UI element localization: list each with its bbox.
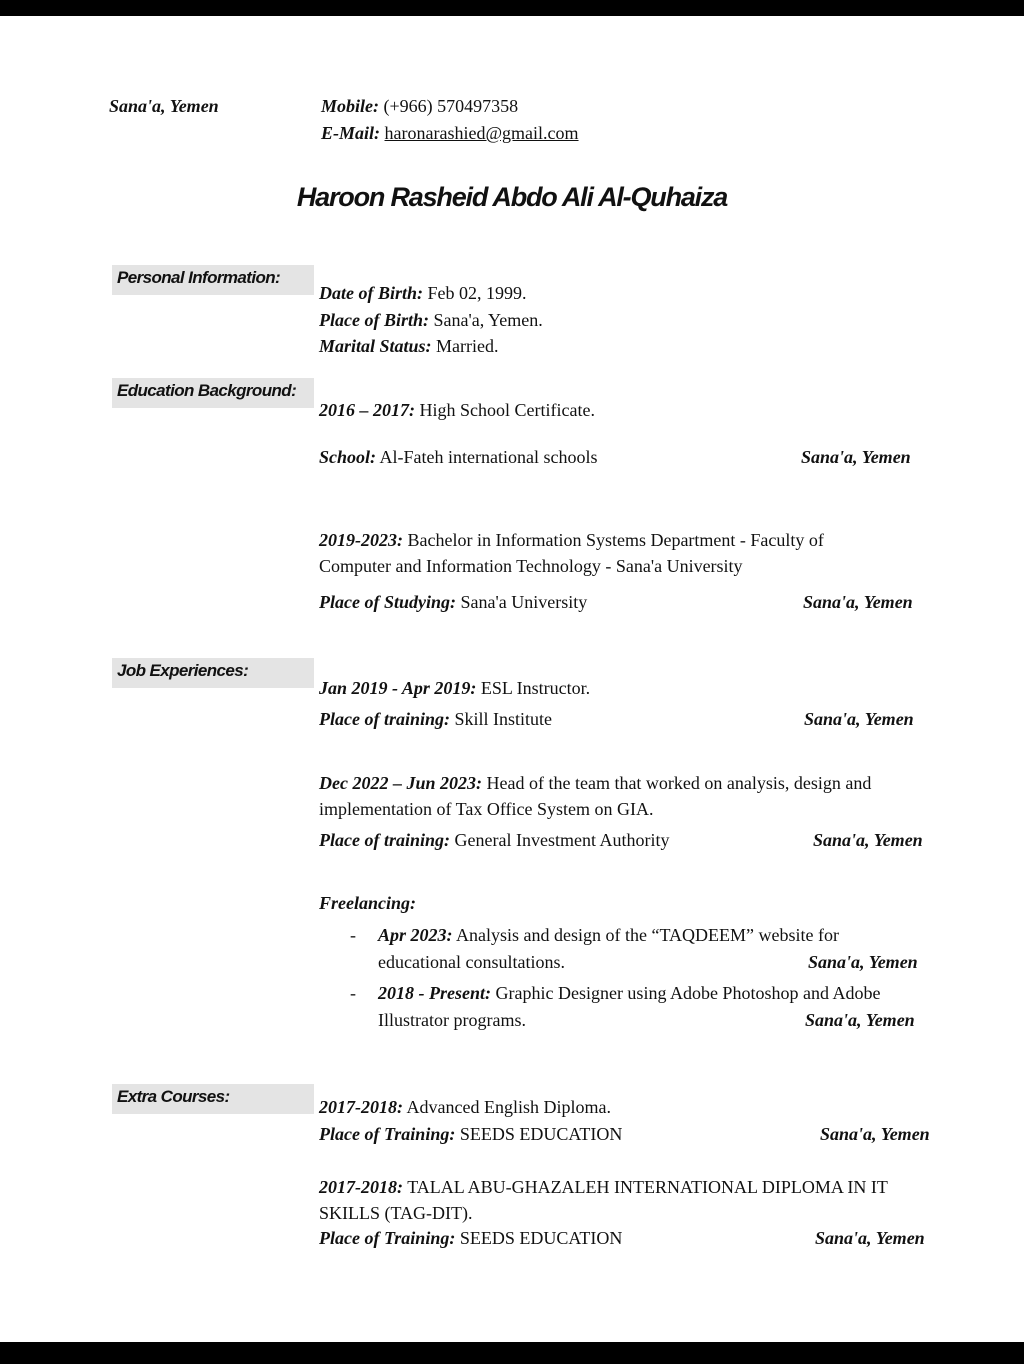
mobile-value: (+966) 570497358 — [383, 96, 519, 116]
job2-line-1 — [319, 773, 871, 794]
bachelor-text-2: Computer and Information Technology - Sana'a University — [319, 556, 743, 576]
marital-value: Married. — [436, 336, 499, 356]
bachelor-line-1 — [319, 530, 824, 551]
mobile-line — [321, 96, 518, 117]
page-title: Haroon Rasheid Abdo Ali Al-Quhaiza — [296, 182, 728, 212]
course2-text-1: TALAL ABU-GHAZALEH INTERNATIONAL DIPLOMA IN IT — [407, 1177, 888, 1197]
freelance2-city: Sana'a, Yemen — [805, 1010, 915, 1030]
study-city: Sana'a, Yemen — [803, 592, 913, 612]
study-value: Sana'a University — [460, 592, 588, 612]
course2-place-label: Place of Training: — [319, 1228, 456, 1248]
freelance1-line-1 — [378, 925, 839, 946]
pob-line — [319, 310, 543, 331]
job1-place-value: Skill Institute — [454, 709, 553, 729]
course1-place-label: Place of Training: — [319, 1124, 456, 1144]
job1-place-label: Place of training: — [319, 709, 450, 729]
course2-place-line — [319, 1228, 622, 1249]
dob-line — [319, 283, 527, 304]
freelance1-date: Apr 2023: — [378, 925, 453, 945]
job2-text-2: implementation of Tax Office System on GIA. — [319, 799, 654, 819]
school-label: School: — [319, 447, 377, 467]
top-border — [0, 0, 1024, 16]
study-label: Place of Studying: — [319, 592, 456, 612]
course1-city: Sana'a, Yemen — [820, 1124, 930, 1144]
course1-years: 2017-2018: — [319, 1097, 403, 1117]
job2-place-line — [319, 830, 669, 851]
bullet-dash: - — [350, 925, 356, 945]
job1-line — [319, 678, 590, 699]
course1-place-value: SEEDS EDUCATION — [459, 1124, 623, 1144]
school-value: Al-Fateh international schools — [379, 447, 598, 467]
course2-text-2: SKILLS (TAG-DIT). — [319, 1203, 473, 1223]
marital-label: Marital Status: — [319, 336, 432, 356]
job2-text-1: Head of the team that worked on analysis, design and — [486, 773, 872, 793]
job1-place-line — [319, 709, 552, 730]
job2-place-value: General Investment Authority — [454, 830, 670, 850]
freelance1-text-1: Analysis and design of the “TAQDEEM” website for — [456, 925, 839, 945]
freelance2-text-2: Illustrator programs. — [378, 1010, 526, 1030]
job2-dates: Dec 2022 – Jun 2023: — [319, 773, 482, 793]
job2-place-label: Place of training: — [319, 830, 450, 850]
course1-place-line — [319, 1124, 622, 1145]
section-heading-education: Education Background: — [112, 378, 314, 408]
job1-city: Sana'a, Yemen — [804, 709, 914, 729]
job1-dates: Jan 2019 - Apr 2019: — [319, 678, 477, 698]
freelancing-heading: Freelancing: — [319, 893, 416, 913]
school-line — [319, 447, 597, 468]
freelance1-city: Sana'a, Yemen — [808, 952, 918, 972]
school-city: Sana'a, Yemen — [801, 447, 911, 467]
marital-line — [319, 336, 499, 357]
mobile-label: Mobile: — [321, 96, 379, 116]
dob-value: Feb 02, 1999. — [427, 283, 527, 303]
study-line — [319, 592, 587, 613]
email-label: E-Mail: — [321, 123, 381, 143]
course2-line-1 — [319, 1177, 888, 1198]
bottom-border — [0, 1342, 1024, 1364]
section-heading-jobs: Job Experiences: — [112, 658, 314, 688]
dob-label: Date of Birth: — [319, 283, 424, 303]
email-line — [321, 123, 579, 144]
hs-title: High School Certificate. — [419, 400, 595, 420]
freelance2-text-1: Graphic Designer using Adobe Photoshop and Adobe — [495, 983, 881, 1003]
pob-label: Place of Birth: — [319, 310, 429, 330]
section-heading-personal: Personal Information: — [112, 265, 314, 295]
course2-place-value: SEEDS EDUCATION — [459, 1228, 623, 1248]
course2-city: Sana'a, Yemen — [815, 1228, 925, 1248]
bachelor-text-1: Bachelor in Information Systems Department - Faculty of — [407, 530, 824, 550]
job1-title: ESL Instructor. — [480, 678, 591, 698]
bullet-dash: - — [350, 983, 356, 1003]
job2-city: Sana'a, Yemen — [813, 830, 923, 850]
course1-line — [319, 1097, 611, 1118]
email-link[interactable]: haronarashied@gmail.com — [384, 123, 579, 143]
freelance2-line-1 — [378, 983, 880, 1004]
pob-value: Sana'a, Yemen. — [433, 310, 543, 330]
hs-years: 2016 – 2017: — [319, 400, 415, 420]
section-heading-extra: Extra Courses: — [112, 1084, 314, 1114]
course2-years: 2017-2018: — [319, 1177, 403, 1197]
freelance2-date: 2018 - Present: — [378, 983, 491, 1003]
freelance1-text-2: educational consultations. — [378, 952, 565, 972]
bachelor-years: 2019-2023: — [319, 530, 403, 550]
location: Sana'a, Yemen — [109, 96, 219, 116]
hs-line — [319, 400, 595, 421]
course1-title: Advanced English Diploma. — [406, 1097, 611, 1117]
